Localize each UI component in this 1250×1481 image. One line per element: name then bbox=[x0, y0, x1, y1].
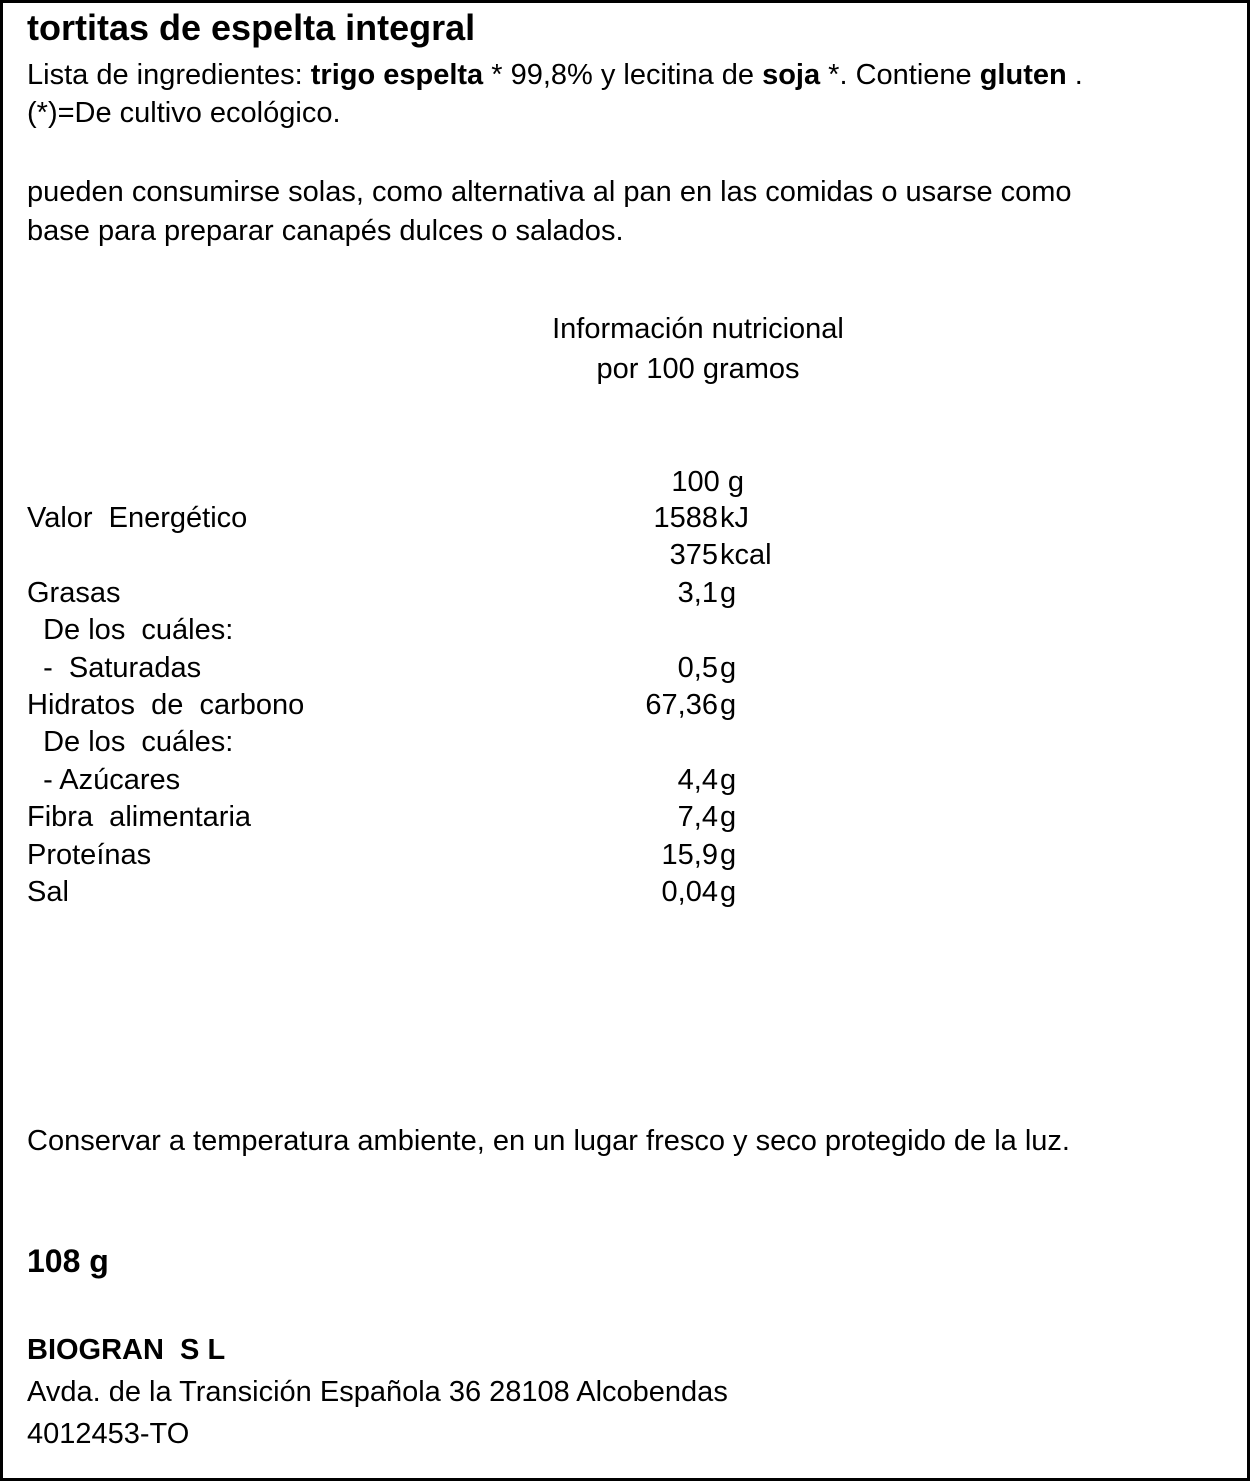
product-title: tortitas de espelta integral bbox=[27, 7, 476, 48]
nutrition-row-value: 0,5 bbox=[677, 652, 718, 684]
company-name: BIOGRAN S L bbox=[27, 1334, 226, 1366]
nutrition-row-unit: g bbox=[720, 839, 737, 871]
ingredient-spelt: trigo espelta bbox=[310, 59, 484, 91]
nutrition-row-unit: kJ bbox=[720, 502, 749, 534]
ingredients-end: . bbox=[1066, 59, 1083, 91]
organic-note: (*)=De cultivo ecológico. bbox=[27, 97, 341, 129]
nutrition-row-unit: kcal bbox=[720, 539, 772, 571]
product-code: 4012453-TO bbox=[27, 1418, 190, 1450]
nutrition-row-label: De los cuáles: bbox=[27, 614, 234, 646]
nutrition-row-label: Grasas bbox=[27, 577, 121, 609]
nutrition-row-label: Hidratos de carbono bbox=[27, 689, 305, 721]
nutrition-row-unit: g bbox=[720, 577, 737, 609]
nutrition-row-value: 15,9 bbox=[661, 839, 718, 871]
net-weight: 108 g bbox=[27, 1243, 109, 1279]
ingredient-soy: soja bbox=[762, 59, 821, 91]
nutrition-row-label: De los cuáles: bbox=[27, 726, 234, 758]
nutrition-row-label: Fibra alimentaria bbox=[27, 801, 252, 833]
storage-instructions: Conservar a temperatura ambiente, en un lugar fresco y seco protegido de la luz. bbox=[27, 1125, 1070, 1157]
nutrition-row-value: 4,4 bbox=[677, 764, 718, 796]
nutrition-row-label: Sal bbox=[27, 876, 69, 908]
nutrition-row-label: - Azúcares bbox=[27, 764, 181, 796]
nutrition-row-label: Proteínas bbox=[27, 839, 152, 871]
nutrition-row-label: Valor Energético bbox=[27, 502, 248, 534]
ingredients-prefix: Lista de ingredientes: bbox=[27, 59, 311, 91]
nutrition-row-value: 67,36 bbox=[645, 689, 718, 721]
ingredients-mid1: * 99,8% y lecitina de bbox=[483, 59, 763, 91]
ingredients-mid2: *. Contiene bbox=[820, 59, 980, 91]
nutrition-row-value: 0,04 bbox=[661, 876, 718, 908]
usage-line-2: base para preparar canapés dulces o salados. bbox=[27, 215, 624, 247]
nutrition-row-unit: g bbox=[720, 652, 737, 684]
allergen-gluten: gluten bbox=[979, 59, 1067, 91]
nutrition-row-unit: g bbox=[720, 689, 737, 721]
company-address: Avda. de la Transición Española 36 28108 Alcobendas bbox=[27, 1376, 728, 1408]
nutrition-row-label: - Saturadas bbox=[27, 652, 202, 684]
nutrition-row-value: 1588 bbox=[653, 502, 718, 534]
nutrition-heading: Información nutricional bbox=[552, 313, 844, 345]
nutrition-row-unit: g bbox=[720, 764, 737, 796]
ingredients-line bbox=[27, 57, 1083, 93]
nutrition-row-value: 3,1 bbox=[677, 577, 718, 609]
usage-line-1: pueden consumirse solas, como alternativa al pan en las comidas o usarse como bbox=[27, 176, 1072, 208]
nutrition-row-unit: g bbox=[720, 801, 737, 833]
nutrition-row-value: 375 bbox=[669, 539, 718, 571]
nutrition-row-unit: g bbox=[720, 876, 737, 908]
nutrition-column-header: 100 g bbox=[671, 466, 744, 498]
nutrition-row-value: 7,4 bbox=[677, 801, 718, 833]
nutrition-subheading: por 100 gramos bbox=[596, 353, 800, 385]
